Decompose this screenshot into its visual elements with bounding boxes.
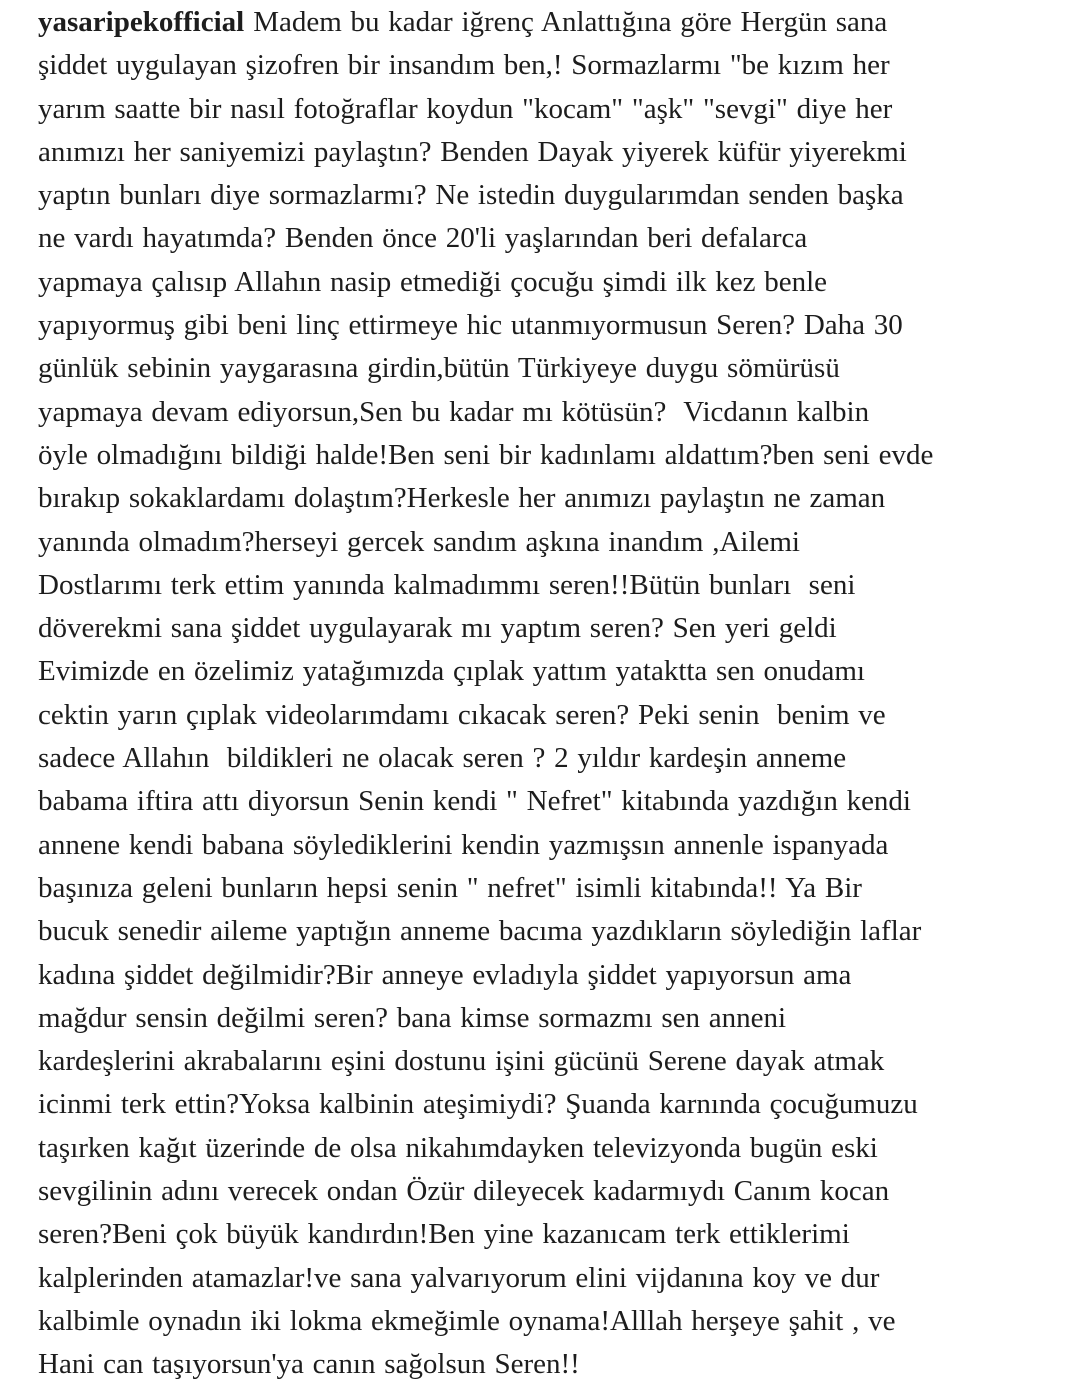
caption-line-text: ne vardı hayatımda? Benden önce 20'li yaşlarından beri defalarca <box>38 222 808 255</box>
caption-line-text: kardeşlerini akrabalarını eşini dostunu işini gücünü Serene dayak atmak <box>38 1045 885 1078</box>
caption-line-text: yanında olmadım?herseyi gercek sandım aşkına inandım ,Ailemi <box>38 525 800 558</box>
caption-line-text: Hani can taşıyorsun'ya canın sağolsun Seren!! <box>38 1348 580 1381</box>
caption-lines <box>38 44 1050 1386</box>
caption-line-text: seren?Beni çok büyük kandırdın!Ben yine kazanıcam terk ettiklerimi <box>38 1218 850 1251</box>
caption-line-text: mağdur sensin değilmi seren? bana kimse sormazmı sen anneni <box>38 1001 787 1034</box>
caption-line-text: anımızı her saniyemizi paylaştın? Benden Dayak yiyerek küfür yiyerekmi <box>38 135 907 168</box>
caption-line-text: döverekmi sana şiddet uygulayarak mı yaptım seren? Sen yeri geldi <box>38 612 837 645</box>
caption-line-text: cektin yarın çıplak videolarımdamı cıkacak seren? Peki senin benim ve <box>38 698 886 731</box>
caption-line-text: annene kendi babana söylediklerini kendin yazmışsın annenle ispanyada <box>38 828 889 861</box>
caption-line-text: kalbimle oynadın iki lokma ekmeğimle oynama!Alllah herşeye şahit , ve <box>38 1304 896 1337</box>
caption-line-text: Dostlarımı terk ettim yanında kalmadımmı seren!!Bütün bunları seni <box>38 568 856 601</box>
caption-line-text: günlük sebinin yaygarasına girdin,bütün Türkiyeye duygu sömürüsü <box>38 352 840 385</box>
caption-line-text: bırakıp sokaklardamı dolaştım?Herkesle her anımızı paylaştın ne zaman <box>38 482 886 515</box>
caption-line <box>38 1 1050 44</box>
caption-line-text: yaptın bunları diye sormazlarmı? Ne istedin duygularımdan senden başka <box>38 179 904 212</box>
caption-line-text: yarım saatte bir nasıl fotoğraflar koydun "kocam" "aşk" "sevgi" diye her <box>38 92 893 125</box>
caption-line-text: öyle olmadığını bildiği halde!Ben seni bir kadınlamı aldattım?ben seni evde <box>38 438 934 471</box>
caption-line-text: yapıyormuş gibi beni linç ettirmeye hic utanmıyormusun Seren? Daha 30 <box>38 309 903 342</box>
caption-line-text: taşırken kağıt üzerinde de olsa nikahımdayken televizyonda bugün eski <box>38 1131 878 1164</box>
caption-line-text: Madem bu kadar iğrenç Anlattığına göre Hergün sana <box>253 6 888 38</box>
caption-line-text: yapmaya çalısıp Allahın nasip etmediği çocuğu şimdi ilk kez benle <box>38 265 828 298</box>
caption-line-text: sevgilinin adını verecek ondan Özür dileyecek kadarmıydı Canım kocan <box>38 1175 890 1208</box>
caption-line-text: kalplerinden atamazlar!ve sana yalvarıyorum elini vijdanına koy ve dur <box>38 1261 880 1294</box>
caption-line-text: yapmaya devam ediyorsun,Sen bu kadar mı kötüsün? Vicdanın kalbin <box>38 395 870 428</box>
caption-line-text: kadına şiddet değilmidir?Bir anneye evladıyla şiddet yapıyorsun ama <box>38 958 852 991</box>
caption-line-text: babama iftira attı diyorsun Senin kendi " Nefret" kitabında yazdığın kendi <box>38 785 911 818</box>
username-link[interactable]: yasaripekofficial <box>38 6 245 38</box>
caption-line-text: başınıza geleni bunların hepsi senin " nefret" isimli kitabında!! Ya Bir <box>38 871 862 904</box>
caption-line-text: Evimizde en özelimiz yatağımızda çıplak yattım yataktta sen onudamı <box>38 655 865 688</box>
caption-line-text: icinmi terk ettin?Yoksa kalbinin ateşimiydi? Şuanda karnında çocuğumuzu <box>38 1088 918 1121</box>
caption-line-text: şiddet uygulayan şizofren bir insandım ben,! Sormazlarmı "be kızım her <box>38 49 890 82</box>
caption-line-text: sadece Allahın bildikleri ne olacak seren ? 2 yıldır kardeşin anneme <box>38 742 847 775</box>
caption-line-text: bucuk senedir aileme yaptığın anneme bacıma yazdıkların söylediğin laflar <box>38 915 922 948</box>
